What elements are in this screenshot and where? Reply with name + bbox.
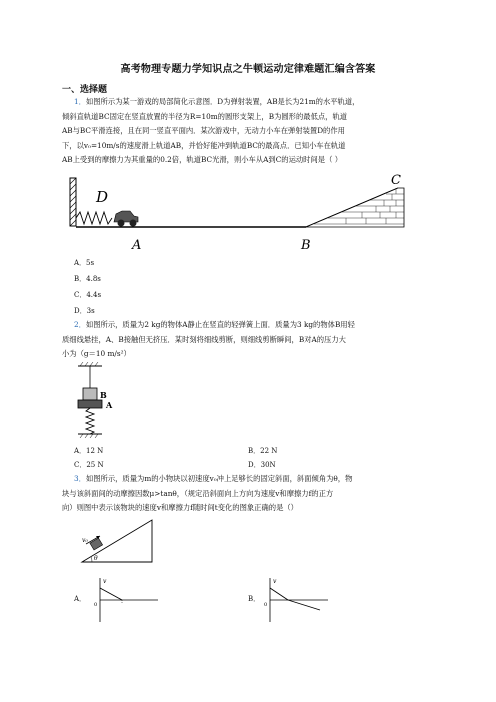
ceiling-hatching xyxy=(80,362,98,366)
q3-option-b-graph xyxy=(262,574,332,624)
axis-label-v: v xyxy=(103,578,107,585)
q2-option-a: A．12 N xyxy=(74,447,104,455)
label-v0: v₀ xyxy=(82,537,88,544)
q3-option-b-label: B． xyxy=(248,595,261,603)
q3-option-a-graph xyxy=(92,574,162,624)
label-d: D xyxy=(96,188,109,206)
label-b: B xyxy=(301,238,311,253)
section-heading: 一、选择题 xyxy=(62,85,108,95)
block-b xyxy=(83,388,97,400)
q1-option-b: B．4.8s xyxy=(74,275,101,283)
q2-line2: 质细线悬挂，A、B接触但无挤压．某时刻将细线剪断，则细线剪断瞬间，B对A的压力大 xyxy=(62,334,346,344)
label-c: C xyxy=(391,173,401,188)
brick-support xyxy=(306,188,404,227)
block-on-incline xyxy=(90,538,103,550)
velocity-line-down xyxy=(288,600,320,610)
launcher-spring xyxy=(76,212,112,224)
page-title: 高考物理专题力学知识点之牛顿运动定律难题汇编含答案 xyxy=(120,64,376,75)
q1-option-a: A．5s xyxy=(74,259,95,267)
question-1-number: 1． xyxy=(74,97,86,106)
q1-option-d: D．3s xyxy=(74,307,95,315)
question-2-number: 2． xyxy=(74,320,86,329)
axis-label-v: v xyxy=(273,578,277,585)
label-a: A xyxy=(132,238,142,253)
q3-option-a-label: A． xyxy=(74,595,87,603)
q1-line4: 下，以v₀=10m/s的速度滑上轨道AB，并恰好能冲到轨道BC的最高点．已知小车在轨道 xyxy=(62,140,346,150)
q2-line3: 小为（g＝10 m/s²） xyxy=(62,349,131,358)
q1-line2: 倾斜直轨道BC固定在竖直放置的半径为R=10m的圆形支架上，B为圆形的最低点，轨道 xyxy=(62,111,348,121)
q2-line1: 如图所示，质量为2 kg的物体A静止在竖直的轻弹簧上面．质量为3 kg的物体B用轻 xyxy=(85,320,355,329)
q1-option-c: C．4.4s xyxy=(74,291,102,299)
velocity-line xyxy=(100,588,122,600)
question-1-text xyxy=(62,95,440,168)
question-2-figure xyxy=(74,362,134,442)
label-theta: θ xyxy=(94,555,98,562)
q2-option-d: D．30N xyxy=(248,461,276,469)
question-2-text xyxy=(62,318,440,362)
label-block-a: A xyxy=(106,400,113,410)
block-a xyxy=(78,400,102,408)
q1-line1: 如图所示为某一游戏的局部简化示意图．D为弹射装置，AB是长为21m的水平轨道， xyxy=(85,97,360,106)
q1-line5: AB上受到的摩擦力为其重量的0.2倍，轨道BC光滑，则小车从A到C的运动时间是（ ） xyxy=(62,155,342,164)
q2-option-c: C．25 N xyxy=(74,461,104,469)
q3-line1: 如图所示，质量为m的小物块以初速度v₀冲上足够长的固定斜面，斜面倾角为θ，物 xyxy=(85,474,353,483)
q2-option-b: B．22 N xyxy=(248,447,278,455)
spring xyxy=(86,408,94,434)
velocity-line-up xyxy=(270,588,288,600)
question-3-number: 3． xyxy=(74,474,86,483)
incline xyxy=(82,520,152,562)
label-block-b: B xyxy=(100,390,107,400)
origin-label: 0 xyxy=(264,602,268,608)
question-3-incline-figure xyxy=(80,518,160,568)
q3-line2: 块与该斜面间的动摩擦因数μ>tanθ，（规定沿斜面向上方向为速度v和摩擦力f的正方 xyxy=(62,488,334,498)
question-3-text xyxy=(62,472,440,516)
question-1-figure xyxy=(66,172,426,254)
q1-line3: AB与BC平滑连接，且在同一竖直平面内．某次游戏中，无动力小车在弹射装置D的作用 xyxy=(62,126,345,135)
origin-label: 0 xyxy=(94,602,98,608)
toy-car xyxy=(114,211,138,227)
ground-hatching xyxy=(80,434,98,438)
q3-line3: 向）则图中表示该物块的速度v和摩擦力f随时间t变化的图象正确的是（） xyxy=(62,503,298,512)
